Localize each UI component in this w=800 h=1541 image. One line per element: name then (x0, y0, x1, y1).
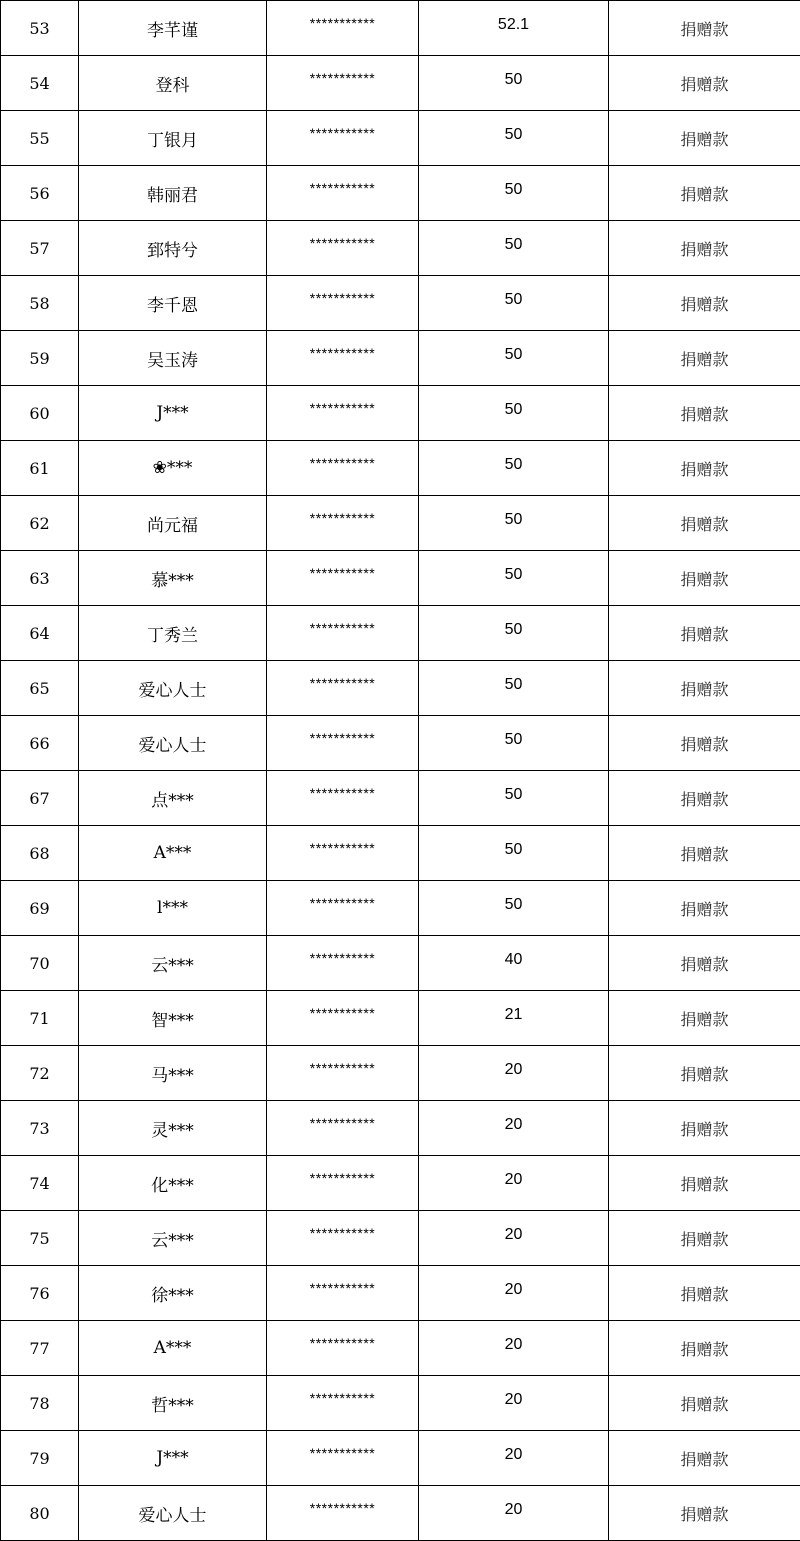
masked-id-cell: *********** (267, 221, 419, 276)
amount-cell: 50 (419, 111, 609, 166)
donation-type-cell: 捐赠款 (609, 1, 800, 56)
donor-name-cell: 丁秀兰 (79, 606, 267, 661)
table-row (1, 441, 800, 496)
donor-name-cell: J*** (79, 1431, 267, 1486)
amount-cell: 20 (419, 1431, 609, 1486)
table-row (1, 936, 800, 991)
row-number-cell: 59 (1, 331, 79, 386)
amount-cell: 50 (419, 826, 609, 881)
amount-cell: 20 (419, 1376, 609, 1431)
row-number-cell: 77 (1, 1321, 79, 1376)
masked-id-cell: *********** (267, 1266, 419, 1321)
donor-name-cell: 李芊谨 (79, 1, 267, 56)
amount-cell: 50 (419, 606, 609, 661)
donation-type-cell: 捐赠款 (609, 1266, 800, 1321)
donor-name-cell: 郅特兮 (79, 221, 267, 276)
donation-type-cell: 捐赠款 (609, 1486, 800, 1541)
table-row (1, 166, 800, 221)
row-number-cell: 74 (1, 1156, 79, 1211)
table-row (1, 881, 800, 936)
masked-id-cell: *********** (267, 441, 419, 496)
donation-type-cell: 捐赠款 (609, 1376, 800, 1431)
masked-id-cell: *********** (267, 1046, 419, 1101)
donation-type-cell: 捐赠款 (609, 331, 800, 386)
masked-id-cell: *********** (267, 276, 419, 331)
amount-cell: 20 (419, 1266, 609, 1321)
row-number-cell: 54 (1, 56, 79, 111)
amount-cell: 50 (419, 441, 609, 496)
table-row (1, 496, 800, 551)
donation-type-cell: 捐赠款 (609, 826, 800, 881)
row-number-cell: 73 (1, 1101, 79, 1156)
amount-cell: 50 (419, 881, 609, 936)
donation-type-cell: 捐赠款 (609, 551, 800, 606)
donor-name-cell: 哲*** (79, 1376, 267, 1431)
donor-name-cell: 慕*** (79, 551, 267, 606)
row-number-cell: 60 (1, 386, 79, 441)
masked-id-cell: *********** (267, 826, 419, 881)
donation-type-cell: 捐赠款 (609, 936, 800, 991)
donor-name-cell: 爱心人士 (79, 1486, 267, 1541)
row-number-cell: 80 (1, 1486, 79, 1541)
masked-id-cell: *********** (267, 1486, 419, 1541)
donor-name-cell: 尚元福 (79, 496, 267, 551)
donation-type-cell: 捐赠款 (609, 1101, 800, 1156)
amount-cell: 20 (419, 1156, 609, 1211)
table-row (1, 1, 800, 56)
donation-type-cell: 捐赠款 (609, 276, 800, 331)
table-row (1, 1101, 800, 1156)
donor-name-cell: 马*** (79, 1046, 267, 1101)
table-row (1, 1321, 800, 1376)
row-number-cell: 66 (1, 716, 79, 771)
table-row (1, 1431, 800, 1486)
masked-id-cell: *********** (267, 661, 419, 716)
amount-cell: 20 (419, 1046, 609, 1101)
amount-cell: 50 (419, 386, 609, 441)
amount-cell: 50 (419, 166, 609, 221)
table-row (1, 1046, 800, 1101)
table-row (1, 331, 800, 386)
donor-name-cell: 徐*** (79, 1266, 267, 1321)
donor-name-cell: ❀*** (79, 441, 267, 496)
donor-name-cell: 丁银月 (79, 111, 267, 166)
amount-cell: 50 (419, 221, 609, 276)
amount-cell: 20 (419, 1486, 609, 1541)
donor-name-cell: 云*** (79, 1211, 267, 1266)
masked-id-cell: *********** (267, 386, 419, 441)
table-row (1, 111, 800, 166)
donation-type-cell: 捐赠款 (609, 991, 800, 1046)
donor-name-cell: 登科 (79, 56, 267, 111)
amount-cell: 21 (419, 991, 609, 1046)
table-row (1, 661, 800, 716)
masked-id-cell: *********** (267, 1, 419, 56)
table-row (1, 1211, 800, 1266)
row-number-cell: 78 (1, 1376, 79, 1431)
donation-type-cell: 捐赠款 (609, 386, 800, 441)
masked-id-cell: *********** (267, 1321, 419, 1376)
masked-id-cell: *********** (267, 936, 419, 991)
amount-cell: 50 (419, 496, 609, 551)
masked-id-cell: *********** (267, 166, 419, 221)
row-number-cell: 76 (1, 1266, 79, 1321)
row-number-cell: 70 (1, 936, 79, 991)
amount-cell: 50 (419, 331, 609, 386)
amount-cell: 50 (419, 56, 609, 111)
donation-type-cell: 捐赠款 (609, 881, 800, 936)
table-row (1, 551, 800, 606)
donor-name-cell: J*** (79, 386, 267, 441)
amount-cell: 20 (419, 1101, 609, 1156)
donation-type-cell: 捐赠款 (609, 1431, 800, 1486)
masked-id-cell: *********** (267, 606, 419, 661)
amount-cell: 50 (419, 551, 609, 606)
amount-cell: 20 (419, 1321, 609, 1376)
masked-id-cell: *********** (267, 716, 419, 771)
amount-cell: 40 (419, 936, 609, 991)
donation-type-cell: 捐赠款 (609, 111, 800, 166)
row-number-cell: 67 (1, 771, 79, 826)
donation-type-cell: 捐赠款 (609, 1046, 800, 1101)
row-number-cell: 53 (1, 1, 79, 56)
table-row (1, 56, 800, 111)
masked-id-cell: *********** (267, 56, 419, 111)
table-row (1, 276, 800, 331)
row-number-cell: 79 (1, 1431, 79, 1486)
row-number-cell: 75 (1, 1211, 79, 1266)
masked-id-cell: *********** (267, 881, 419, 936)
donation-type-cell: 捐赠款 (609, 661, 800, 716)
donation-type-cell: 捐赠款 (609, 1211, 800, 1266)
table-row (1, 991, 800, 1046)
row-number-cell: 64 (1, 606, 79, 661)
donation-type-cell: 捐赠款 (609, 166, 800, 221)
donation-type-cell: 捐赠款 (609, 1321, 800, 1376)
masked-id-cell: *********** (267, 771, 419, 826)
donor-name-cell: 爱心人士 (79, 716, 267, 771)
masked-id-cell: *********** (267, 991, 419, 1046)
donor-name-cell: 韩丽君 (79, 166, 267, 221)
donor-name-cell: 李千恩 (79, 276, 267, 331)
row-number-cell: 68 (1, 826, 79, 881)
donation-type-cell: 捐赠款 (609, 771, 800, 826)
donation-type-cell: 捐赠款 (609, 1156, 800, 1211)
donor-name-cell: 吴玉涛 (79, 331, 267, 386)
row-number-cell: 63 (1, 551, 79, 606)
donation-type-cell: 捐赠款 (609, 716, 800, 771)
table-row (1, 771, 800, 826)
masked-id-cell: *********** (267, 551, 419, 606)
amount-cell: 50 (419, 771, 609, 826)
donation-type-cell: 捐赠款 (609, 441, 800, 496)
donor-name-cell: l*** (79, 881, 267, 936)
donor-name-cell: 化*** (79, 1156, 267, 1211)
table-row (1, 221, 800, 276)
donation-table-body (1, 1, 800, 1541)
table-row (1, 386, 800, 441)
donation-type-cell: 捐赠款 (609, 496, 800, 551)
table-row (1, 716, 800, 771)
donor-name-cell: A*** (79, 826, 267, 881)
donor-name-cell: 点*** (79, 771, 267, 826)
amount-cell: 52.1 (419, 1, 609, 56)
donor-name-cell: 智*** (79, 991, 267, 1046)
masked-id-cell: *********** (267, 111, 419, 166)
row-number-cell: 56 (1, 166, 79, 221)
table-row (1, 1266, 800, 1321)
row-number-cell: 61 (1, 441, 79, 496)
masked-id-cell: *********** (267, 1376, 419, 1431)
masked-id-cell: *********** (267, 331, 419, 386)
amount-cell: 50 (419, 716, 609, 771)
row-number-cell: 57 (1, 221, 79, 276)
donor-name-cell: 灵*** (79, 1101, 267, 1156)
table-row (1, 826, 800, 881)
masked-id-cell: *********** (267, 496, 419, 551)
row-number-cell: 69 (1, 881, 79, 936)
row-number-cell: 62 (1, 496, 79, 551)
row-number-cell: 71 (1, 991, 79, 1046)
masked-id-cell: *********** (267, 1101, 419, 1156)
masked-id-cell: *********** (267, 1156, 419, 1211)
masked-id-cell: *********** (267, 1431, 419, 1486)
donor-name-cell: 爱心人士 (79, 661, 267, 716)
donation-type-cell: 捐赠款 (609, 56, 800, 111)
donor-name-cell: 云*** (79, 936, 267, 991)
amount-cell: 50 (419, 661, 609, 716)
row-number-cell: 65 (1, 661, 79, 716)
table-row (1, 1486, 800, 1541)
amount-cell: 20 (419, 1211, 609, 1266)
row-number-cell: 55 (1, 111, 79, 166)
donation-type-cell: 捐赠款 (609, 606, 800, 661)
donation-type-cell: 捐赠款 (609, 221, 800, 276)
row-number-cell: 58 (1, 276, 79, 331)
table-row (1, 1376, 800, 1431)
amount-cell: 50 (419, 276, 609, 331)
donor-name-cell: A*** (79, 1321, 267, 1376)
table-row (1, 606, 800, 661)
row-number-cell: 72 (1, 1046, 79, 1101)
table-row (1, 1156, 800, 1211)
masked-id-cell: *********** (267, 1211, 419, 1266)
